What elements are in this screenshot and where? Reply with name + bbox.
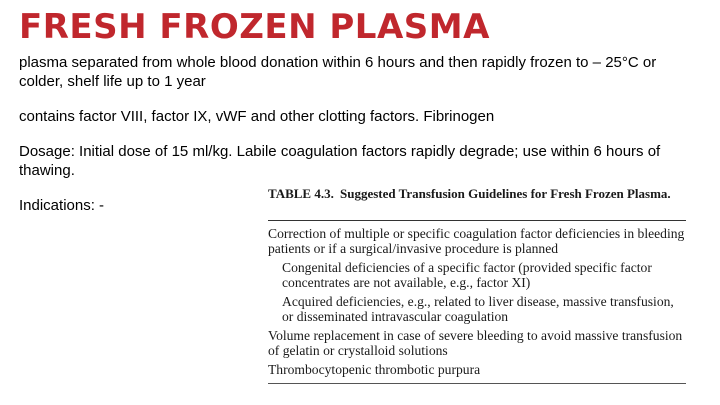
table-row-volume: Volume replacement in case of severe bleeding to avoid massive transfusion of gelatin or crystalloid solutions <box>268 327 683 358</box>
table-row-ttp: Thrombocytopenic thrombotic purpura <box>268 361 481 377</box>
table-caption <box>268 186 686 216</box>
table-caption-text: Suggested Transfusion Guidelines for Fresh Frozen Plasma. <box>340 186 671 201</box>
paragraph-contents: contains factor VIII, factor IX, vWF and other clotting factors. Fibrinogen <box>19 108 495 125</box>
slide-title: FRESH FROZEN PLASMA <box>19 7 490 47</box>
table-row-acquired: Acquired deficiencies, e.g., related to liver disease, massive transfusion, or disseminated intravascular coagulation <box>282 293 674 325</box>
paragraph-definition: plasma separated from whole blood donation within 6 hours and then rapidly frozen to – 25°C or colder, shelf life up to 1 year <box>19 54 657 90</box>
table-body <box>268 221 686 377</box>
table-number: TABLE 4.3. <box>268 186 334 201</box>
paragraph-indications: Indications: - <box>19 197 105 214</box>
table-row-congenital: Congenital deficiencies of a specific factor (provided specific factor concentrates are not available, e.g., factor XI) <box>282 259 652 291</box>
paragraph-dosage: Dosage: Initial dose of 15 ml/kg. Labile coagulation factors rapidly degrade; use within 6 hours of thawing. <box>19 143 661 179</box>
table-bottom-rule <box>268 383 686 384</box>
table-row-correction: Correction of multiple or specific coagulation factor deficiencies in bleeding patients or if a surgical/invasive procedure is planned <box>268 226 685 257</box>
transfusion-guidelines-table <box>268 186 686 384</box>
